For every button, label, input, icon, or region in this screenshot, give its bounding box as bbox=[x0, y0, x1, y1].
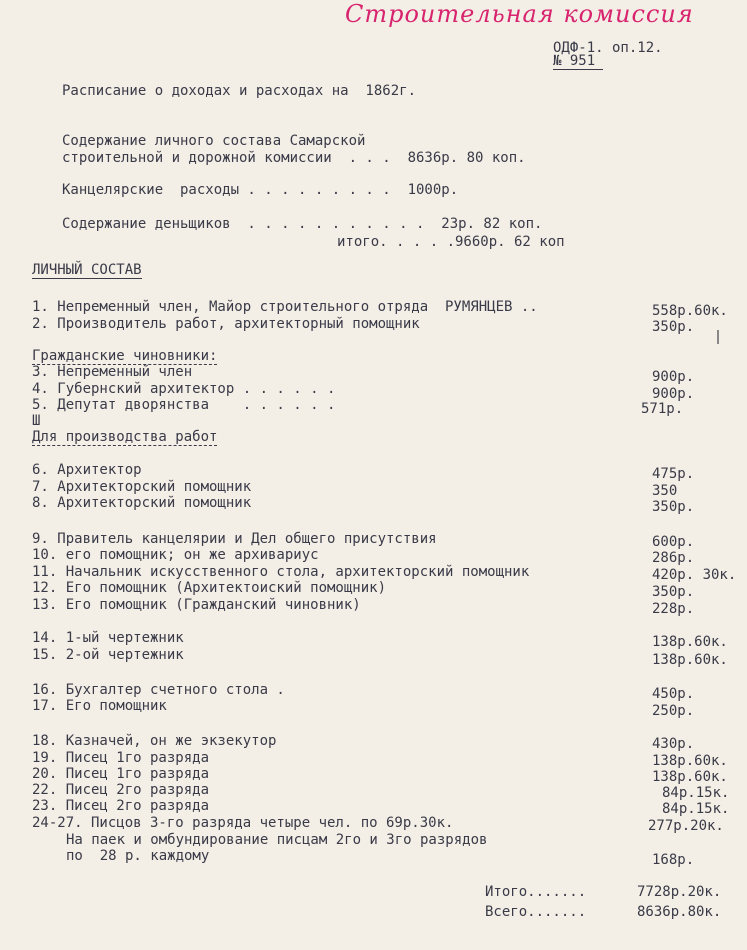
item-4: 4. Губернский архитектор . . . . . . bbox=[32, 381, 336, 397]
stamp-mark: Ш bbox=[32, 413, 41, 429]
item-13: 13. Его помощник (Гражданский чиновник) bbox=[32, 597, 361, 613]
item-24-27: 24-27. Писцов 3-го разряда четыре чел. по 69р.30к. bbox=[32, 815, 454, 831]
archive-ref-line2: № 951 bbox=[553, 53, 603, 70]
item-11: 11. Начальник искусственного стола, архитекторский помощник bbox=[32, 564, 530, 580]
item-18-amount: 430р. bbox=[652, 736, 695, 752]
item-12-amount: 350р. bbox=[652, 584, 695, 600]
note-amount: 168р. bbox=[652, 852, 695, 868]
itogo-label: Итого....... bbox=[485, 884, 587, 900]
summary-line3: Канцелярские расходы . . . . . . . . . 1000р. bbox=[62, 182, 459, 198]
item-17-amount: 250р. bbox=[652, 703, 695, 719]
item-3: 3. Непременный член bbox=[32, 364, 193, 380]
item-11-amount: 420р. 30к. bbox=[652, 567, 737, 583]
item-7-amount: 350 bbox=[652, 483, 678, 499]
item-23-amount: 84р.15к. bbox=[662, 801, 730, 817]
item-5: 5. Депутат дворянства . . . . . . bbox=[32, 397, 336, 413]
item-8: 8. Архитекторский помощник bbox=[32, 495, 252, 511]
item-14-amount: 138р.60к. bbox=[652, 634, 728, 650]
item-17: 17. Его помощник bbox=[32, 698, 167, 714]
itogo-value: 7728р.20к. bbox=[637, 884, 722, 900]
item-6: 6. Архитектор bbox=[32, 462, 142, 478]
item-16: 16. Бухгалтер счетного стола . bbox=[32, 682, 285, 698]
item-9: 9. Правитель канцелярии и Дел общего присутствия bbox=[32, 531, 437, 547]
item-15: 15. 2-ой чертежник bbox=[32, 647, 184, 663]
item-1-amount: 558р.60к. bbox=[652, 303, 728, 319]
group-civil: Гражданские чиновники: bbox=[32, 348, 218, 364]
note-line1: На паек и омбундирование писцам 2го и 3го разрядов bbox=[66, 832, 488, 848]
archive-ref-line1: ОДФ-1. оп.12. bbox=[553, 40, 663, 56]
item-22-amount: 84р.15к. bbox=[662, 785, 730, 801]
group-production: Для производства работ bbox=[32, 429, 218, 445]
note-line2: по 28 р. каждому bbox=[66, 848, 210, 864]
item-4-amount: 900р. bbox=[652, 386, 695, 402]
vsego-label: Всего....... bbox=[485, 904, 587, 920]
item-16-amount: 450р. bbox=[652, 686, 695, 702]
item-8-amount: 350р. bbox=[652, 499, 695, 515]
item-9-amount: 600р. bbox=[652, 534, 695, 550]
item-10: 10. его помощник; он же архивариус bbox=[32, 547, 319, 563]
item-6-amount: 475р. bbox=[652, 466, 695, 482]
summary-line1: Содержание личного состава Самарской bbox=[62, 133, 366, 149]
summary-line2: строительной и дорожной комиссии . . . 8636р. 80 коп. bbox=[62, 150, 526, 166]
item-23: 23. Писец 2го разряда bbox=[32, 798, 210, 814]
item-7: 7. Архитекторский помощник bbox=[32, 479, 252, 495]
handwritten-title: Строительная комиссия bbox=[345, 0, 694, 28]
item-2-amount: 350р. bbox=[652, 319, 695, 335]
vsego-value: 8636р.80к. bbox=[637, 904, 722, 920]
section-personal: ЛИЧНЫЙ СОСТАВ bbox=[32, 262, 142, 278]
item-22: 22. Писец 2го разряда bbox=[32, 782, 210, 798]
item-14: 14. 1-ый чертежник bbox=[32, 630, 184, 646]
item-15-amount: 138р.60к. bbox=[652, 652, 728, 668]
item-19: 19. Писец 1го разряда bbox=[32, 750, 210, 766]
item-5-amount: 571р. bbox=[641, 401, 684, 417]
item-20: 20. Писец 1го разряда bbox=[32, 766, 210, 782]
item-20-amount: 138р.60к. bbox=[652, 769, 728, 785]
item-3-amount: 900р. bbox=[652, 369, 695, 385]
item-12: 12. Его помощник (Архитектоиский помощник) bbox=[32, 580, 387, 596]
item-18: 18. Казначей, он же экзекутор bbox=[32, 733, 277, 749]
item-10-amount: 286р. bbox=[652, 550, 695, 566]
item-1: 1. Непременный член, Майор строительного отряда РУМЯНЦЕВ .. bbox=[32, 299, 538, 315]
item-13-amount: 228р. bbox=[652, 601, 695, 617]
summary-line4: Содержание деньщиков . . . . . . . . . . . 23р. 82 коп. bbox=[62, 216, 543, 232]
doc-title: Расписание о доходах и расходах на 1862г. bbox=[62, 83, 417, 99]
item-19-amount: 138р.60к. bbox=[652, 753, 728, 769]
item-2: 2. Производитель работ, архитекторный помощник bbox=[32, 316, 420, 332]
item-24-27-amount: 277р.20к. bbox=[648, 818, 724, 834]
margin-mark bbox=[717, 330, 719, 344]
summary-total: итого. . . . .9660р. 62 коп bbox=[337, 234, 565, 250]
